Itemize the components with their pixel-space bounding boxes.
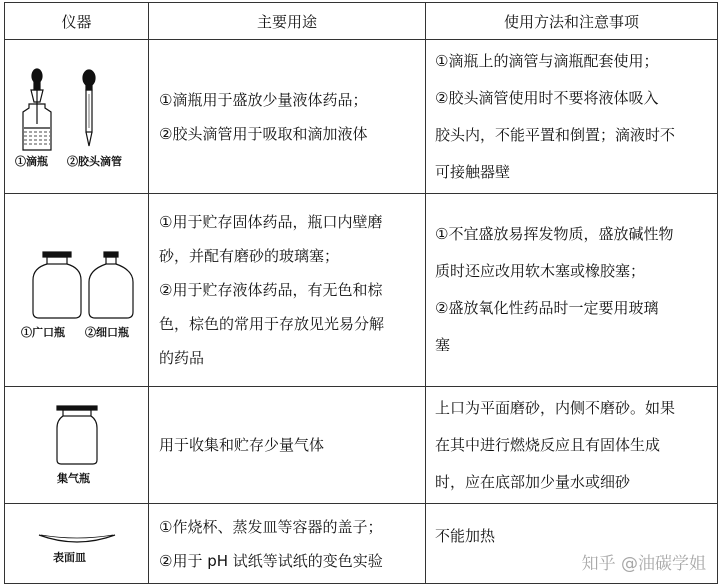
usage-line: ②胶头滴管用于吸取和滴加液体 [159,124,368,143]
usage-cell [149,387,426,504]
notes-line: 塞 [435,336,451,354]
usage-line: ①滴瓶用于盛放少量液体药品； [159,90,368,109]
usage-line: ①作烧杯、蒸发皿等容器的盖子； [159,517,383,536]
notes-line: 可接触器壁 [435,162,511,181]
caption-watch-glass: 表面皿 [52,550,86,564]
usage-line: 色，棕色的常用于存放见光易分解 [159,315,385,333]
caption-dropper: ②胶头滴管 [66,154,122,168]
usage-line: 用于收集和贮存少量气体 [159,436,325,454]
instrument-table [4,2,718,584]
table-row [5,40,718,194]
header-main-usage: 主要用途 [149,3,426,40]
usage-line: ②用于 pH 试纸等试纸的变色实验 [159,551,383,570]
watermark: 知乎 @油碳学姐 [581,554,706,574]
caption-narrow-mouth-bottle: ②细口瓶 [84,326,129,339]
instrument-image-cell [5,40,149,194]
notes-line: 质时还应改用软木塞或橡胶塞； [435,262,646,280]
usage-line: ①用于贮存固体药品，瓶口内壁磨 [159,213,383,231]
dropper-bottle-illustration [7,62,147,172]
table-row [5,194,718,387]
notes-cell [426,40,718,194]
header-usage-notes: 使用方法和注意事项 [426,3,718,40]
caption-gas-collecting-bottle: 集气瓶 [56,472,90,485]
caption-wide-mouth-bottle: ①广口瓶 [20,326,65,339]
instrument-image-cell [5,194,149,387]
usage-line: ②用于贮存液体药品，有无色和棕 [159,281,383,299]
notes-line: 上口为平面磨砂，内侧不磨砂。如果 [435,398,676,417]
usage-cell [149,40,426,194]
header-instrument: 仪器 [5,3,149,40]
notes-line: ②盛放氧化性药品时一定要用玻璃 [435,299,659,317]
notes-line: 时，应在底部加少量水或细砂 [435,472,631,491]
table-header-row [5,3,718,40]
notes-line: ①不宜盛放易挥发物质，盛放碱性物 [435,225,674,243]
notes-cell [426,387,718,504]
usage-cell [149,194,426,387]
notes-cell [426,194,718,387]
reagent-bottles-illustration [7,240,147,340]
usage-cell [149,504,426,584]
notes-line: ②胶头滴管使用时不要将液体吸入 [435,88,659,107]
notes-line: 不能加热 [435,527,496,545]
usage-line: 的药品 [159,349,205,367]
usage-line: 砂，并配有磨砂的玻璃塞； [159,247,340,265]
instrument-image-cell [5,504,149,584]
notes-line: 在其中进行燃烧反应且有固体生成 [435,435,661,454]
gas-collecting-bottle-illustration [17,402,137,488]
table-row [5,387,718,504]
notes-line: 胶头内，不能平置和倒置；滴液时不 [435,125,676,144]
notes-line: ①滴瓶上的滴管与滴瓶配套使用； [435,51,659,70]
instrument-image-cell [5,387,149,504]
caption-dropper-bottle: ①滴瓶 [14,154,48,168]
watch-glass-illustration [17,519,137,569]
